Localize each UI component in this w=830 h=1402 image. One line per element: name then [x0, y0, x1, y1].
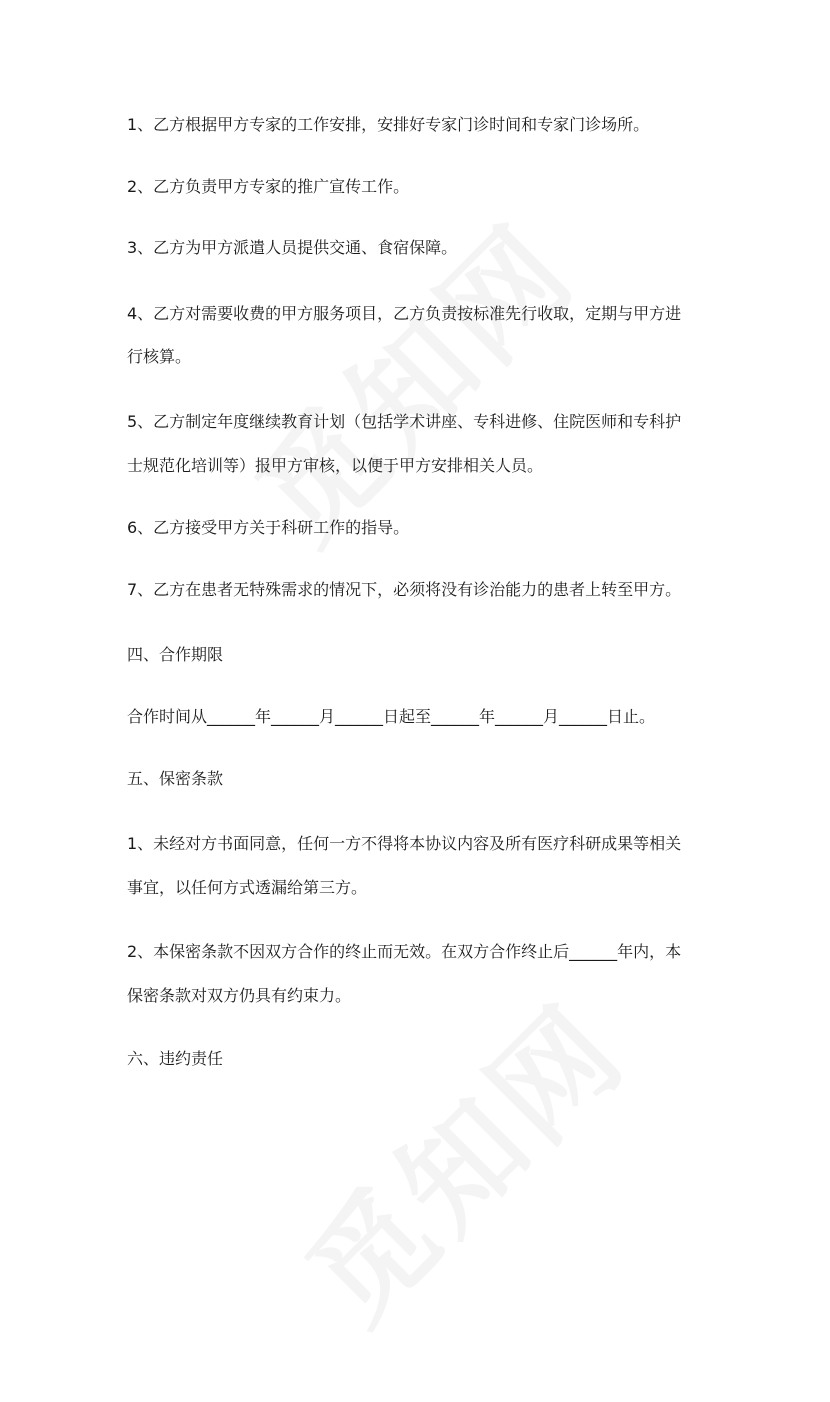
- paragraph-6: 6、乙方接受甲方关于科研工作的指导。: [127, 518, 410, 537]
- paragraph-4-line-1: 4、乙方对需要收费的甲方服务项目，乙方负责按标准先行收取，定期与甲方进: [127, 304, 682, 323]
- confidentiality-clause-1-line-2: 事宜，以任何方式透漏给第三方。: [127, 878, 368, 897]
- confidentiality-clause-1-line-1: 1、未经对方书面同意，任何一方不得将本协议内容及所有医疗科研成果等相关: [127, 834, 682, 853]
- paragraph-3: 3、乙方为甲方派遣人员提供交通、食宿保障。: [127, 238, 458, 257]
- paragraph-5-line-1: 5、乙方制定年度继续教育计划（包括学术讲座、专科进修、住院医师和专科护: [127, 412, 682, 431]
- paragraph-1: 1、乙方根据甲方专家的工作安排，安排好专家门诊时间和专家门诊场所。: [127, 115, 650, 134]
- cooperation-term: 合作时间从______年______月______日起至______年______月______日止。: [127, 707, 656, 726]
- section-heading-6: 六、违约责任: [127, 1049, 224, 1068]
- section-heading-4: 四、合作期限: [127, 645, 224, 664]
- confidentiality-clause-2-line-2: 保密条款对双方仍具有约束力。: [127, 986, 352, 1005]
- confidentiality-clause-2-line-1: 2、本保密条款不因双方合作的终止而无效。在双方合作终止后______年内，本: [127, 942, 682, 961]
- paragraph-2: 2、乙方负责甲方专家的推广宣传工作。: [127, 177, 410, 196]
- paragraph-4-line-2: 行核算。: [127, 347, 192, 366]
- section-heading-5: 五、保密条款: [127, 769, 224, 788]
- paragraph-5-line-2: 士规范化培训等）报甲方审核，以便于甲方安排相关人员。: [127, 456, 544, 475]
- paragraph-7: 7、乙方在患者无特殊需求的情况下，必须将没有诊治能力的患者上转至甲方。: [127, 580, 682, 599]
